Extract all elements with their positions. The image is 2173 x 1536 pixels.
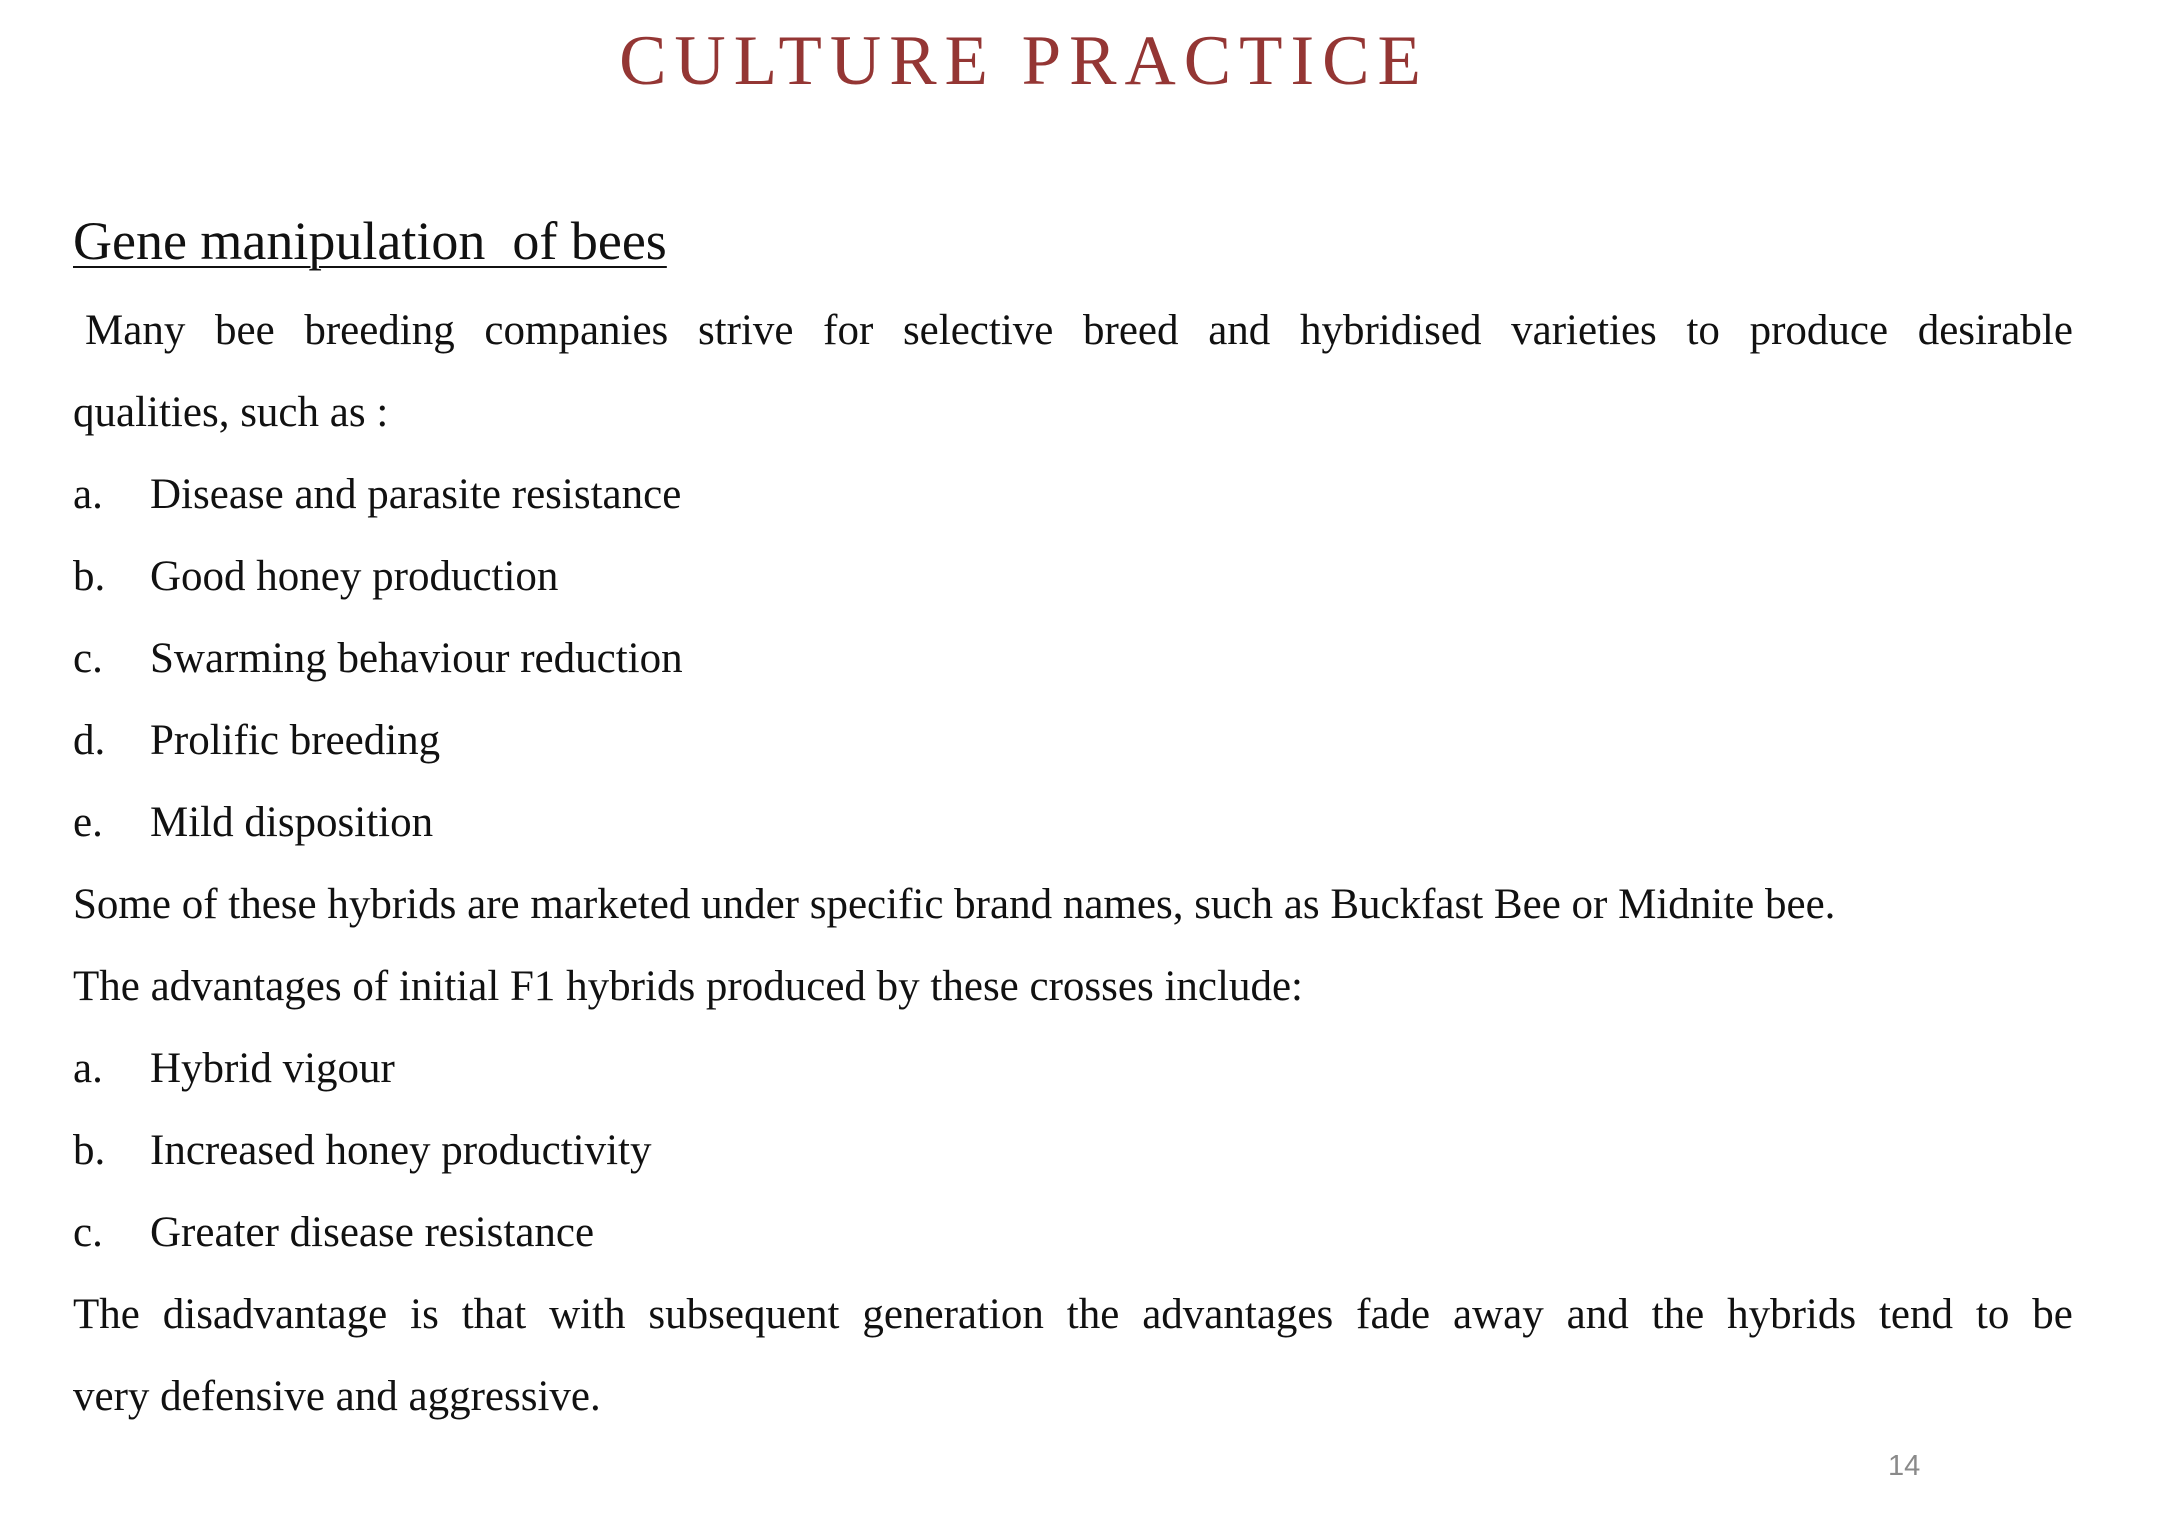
list-marker: c. — [73, 635, 103, 682]
disadvantage-word: the — [1066, 1291, 1120, 1338]
advantages-intro: The advantages of initial F1 hybrids produced by these crosses include: — [73, 963, 1303, 1010]
quality-text: Swarming behaviour reduction — [150, 635, 683, 682]
advantage-item — [73, 1121, 652, 1181]
quality-text: Good honey production — [150, 553, 559, 600]
intro-word: for — [823, 307, 874, 354]
disadvantage-word: to — [1975, 1291, 2010, 1338]
disadvantage-word: the — [1651, 1291, 1705, 1338]
advantage-text: Increased honey productivity — [150, 1127, 652, 1174]
intro-line-2: qualities, such as : — [73, 389, 389, 436]
quality-text: Disease and parasite resistance — [150, 471, 682, 518]
list-marker: a. — [73, 1045, 103, 1092]
advantage-text: Hybrid vigour — [150, 1045, 395, 1092]
disadvantage-word: be — [2032, 1291, 2073, 1338]
advantage-item — [73, 1039, 395, 1099]
page-number: 14 — [1888, 1450, 1921, 1482]
intro-word: Many — [85, 307, 186, 354]
disadvantage-line-1 — [73, 1285, 2073, 1345]
list-marker: e. — [73, 799, 103, 846]
intro-word: breed — [1083, 307, 1179, 354]
list-marker: a. — [73, 471, 103, 518]
intro-word: hybridised — [1299, 307, 1482, 354]
list-marker: b. — [73, 1127, 106, 1174]
disadvantage-line-2: very defensive and aggressive. — [73, 1373, 601, 1420]
intro-word: breeding — [304, 307, 455, 354]
intro-word: strive — [697, 307, 794, 354]
intro-word: desirable — [1917, 307, 2073, 354]
disadvantage-word: fade — [1356, 1291, 1431, 1338]
quality-text: Mild disposition — [150, 799, 434, 846]
quality-text: Prolific breeding — [150, 717, 441, 764]
advantage-item — [73, 1203, 594, 1263]
intro-word: bee — [214, 307, 275, 354]
disadvantage-word: and — [1566, 1291, 1629, 1338]
disadvantage-word: advantages — [1142, 1291, 1334, 1338]
quality-item — [73, 793, 433, 853]
hybrids-sentence: Some of these hybrids are marketed under specific brand names, such as Buckfast Bee or Midnite bee. — [73, 881, 1836, 928]
slide-title: CULTURE PRACTICE — [619, 22, 1429, 100]
intro-word: varieties — [1511, 307, 1657, 354]
disadvantage-word: tend — [1878, 1291, 1954, 1338]
disadvantage-word: away — [1453, 1291, 1544, 1338]
disadvantage-word: with — [549, 1291, 626, 1338]
quality-item — [73, 629, 683, 689]
intro-line-1 — [73, 301, 2073, 361]
disadvantage-word: that — [461, 1291, 527, 1338]
advantage-text: Greater disease resistance — [150, 1209, 595, 1256]
disadvantage-word: generation — [862, 1291, 1044, 1338]
quality-item — [73, 711, 440, 771]
section-heading: Gene manipulation of bees — [73, 211, 667, 271]
disadvantage-word: is — [410, 1291, 439, 1338]
intro-word: produce — [1749, 307, 1889, 354]
list-marker: b. — [73, 553, 106, 600]
disadvantage-word: disadvantage — [162, 1291, 388, 1338]
intro-word: companies — [484, 307, 669, 354]
intro-word: selective — [902, 307, 1054, 354]
list-marker: d. — [73, 717, 106, 764]
quality-item — [73, 547, 558, 607]
quality-item — [73, 465, 681, 525]
disadvantage-word: hybrids — [1727, 1291, 1857, 1338]
disadvantage-word: subsequent — [648, 1291, 840, 1338]
disadvantage-word: The — [73, 1291, 140, 1338]
intro-word: to — [1686, 307, 1720, 354]
intro-word: and — [1208, 307, 1271, 354]
list-marker: c. — [73, 1209, 103, 1256]
